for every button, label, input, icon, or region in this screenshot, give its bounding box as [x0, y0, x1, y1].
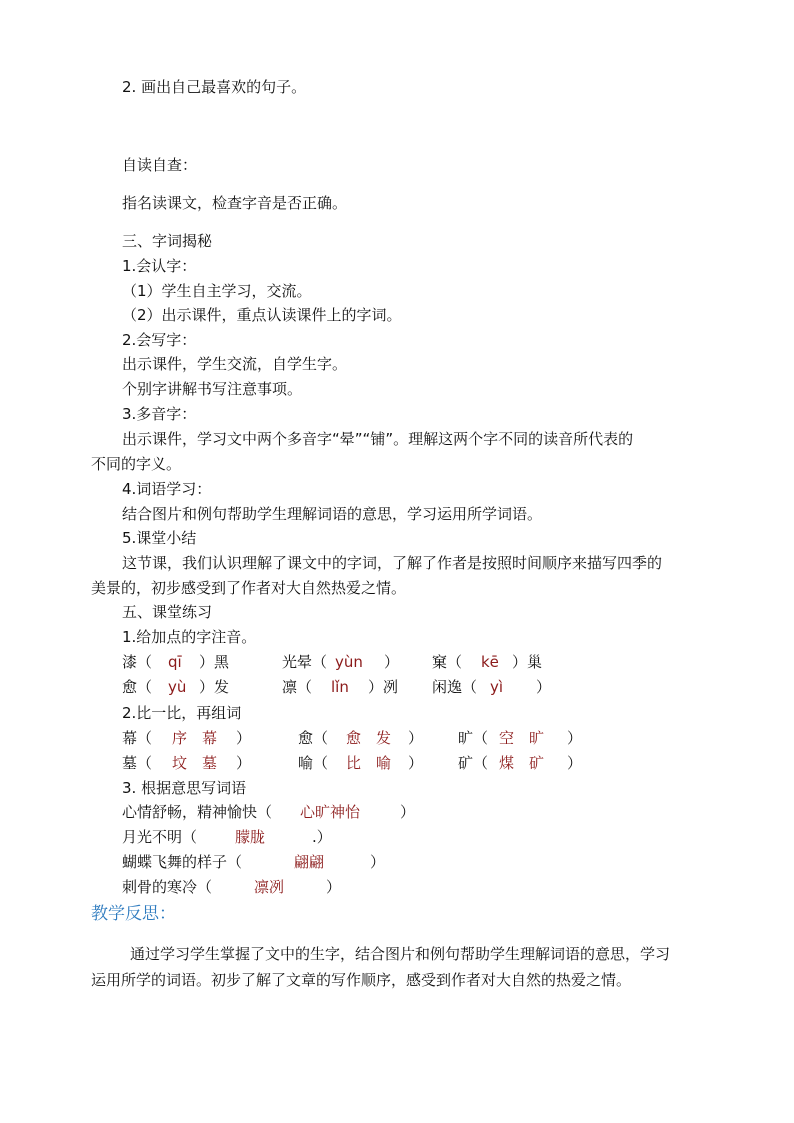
subsection-5-line-a: 这节课，我们认识理解了课文中的字词，了解了作者是按照时间顺序来描写四季的: [122, 554, 663, 572]
meaning-prompt: 刺骨的寒冷（: [122, 878, 213, 896]
meaning-suffix: ）: [370, 853, 386, 871]
pinyin-item-prefix: 光晕（: [282, 653, 328, 671]
meaning-suffix: ）: [326, 878, 342, 896]
pinyin-answer: yùn: [335, 653, 363, 671]
meaning-prompt: 心情舒畅，精神愉快（: [122, 803, 273, 821]
compare-item-prefix: 幕（: [122, 729, 153, 747]
subsection-4-body: 结合图片和例句帮助学生理解词语的意思，学习运用所学词语。: [122, 505, 543, 523]
compare-answer: 煤 矿: [499, 754, 545, 772]
compare-item-prefix: 旷（: [458, 729, 489, 747]
subsection-2-item-a: 出示课件，学生交流，自学生字。: [122, 355, 348, 373]
compare-item-suffix: ）: [236, 729, 252, 747]
subsection-1-item-b: （2）出示课件，重点认读课件上的字词。: [122, 306, 402, 324]
pinyin-item-suffix: ）发: [199, 678, 230, 696]
self-check-title: 自读自查：: [122, 156, 198, 174]
compare-answer: 愈 发: [346, 729, 392, 747]
pinyin-item-prefix: 窠（: [432, 653, 463, 671]
compare-item-suffix: ）: [408, 729, 424, 747]
compare-item-prefix: 矿（: [458, 754, 489, 772]
self-check-body: 指名读课文，检查字音是否正确。: [122, 194, 348, 212]
pinyin-answer: yì: [490, 678, 504, 696]
practice-1-title: 1.给加点的字注音。: [122, 628, 257, 646]
pinyin-answer: qī: [168, 653, 182, 671]
section-5-title: 五、课堂练习: [122, 603, 213, 621]
word-answer: 心旷神怡: [300, 803, 361, 821]
meaning-suffix: ）: [400, 803, 416, 821]
reflection-title: 教学反思：: [91, 904, 176, 924]
word-answer: 凛冽: [254, 878, 285, 896]
compare-answer: 空 旷: [499, 729, 545, 747]
practice-3-title: 3. 根据意思写词语: [122, 779, 247, 797]
compare-item-prefix: 愈（: [298, 729, 329, 747]
subsection-2-title: 2.会写字：: [122, 331, 197, 349]
compare-item-prefix: 墓（: [122, 754, 153, 772]
compare-item-prefix: 喻（: [298, 754, 329, 772]
subsection-3-line-a: 出示课件，学习文中两个多音字“晕”“铺”。理解这两个字不同的读音所代表的: [122, 430, 634, 448]
compare-answer: 序 幕: [172, 729, 218, 747]
word-answer: 翩翩: [294, 853, 325, 871]
pinyin-item-suffix: ）: [384, 653, 400, 671]
reflection-line-b: 运用所学的词语。初步了解了文章的写作顺序，感受到作者对大自然的热爱之情。: [91, 971, 632, 989]
subsection-1-title: 1.会认字：: [122, 257, 197, 275]
practice-2-title: 2.比一比，再组词: [122, 704, 242, 722]
compare-item-suffix: ）: [567, 754, 583, 772]
reflection-line-a: 通过学习学生掌握了文中的生字，结合图片和例句帮助学生理解词语的意思，学习: [130, 945, 671, 963]
compare-answer: 比 喻: [346, 754, 392, 772]
pinyin-answer: yù: [168, 678, 187, 696]
meaning-prompt: 蝴蝶飞舞的样子（: [122, 853, 243, 871]
subsection-1-item-a: （1）学生自主学习，交流。: [122, 282, 312, 300]
task-draw-sentence: 2. 画出自己最喜欢的句子。: [122, 78, 307, 96]
word-answer: 朦胧: [235, 828, 266, 846]
subsection-3-line-b: 不同的字义。: [91, 455, 182, 473]
compare-item-suffix: ）: [236, 754, 252, 772]
pinyin-item-prefix: 漆（: [122, 653, 153, 671]
pinyin-item-suffix: ）黑: [199, 653, 230, 671]
pinyin-answer: kē: [481, 653, 499, 671]
meaning-prompt: 月光不明（: [122, 828, 198, 846]
compare-answer: 坟 墓: [172, 754, 218, 772]
subsection-5-line-b: 美景的，初步感受到了作者对大自然热爱之情。: [91, 579, 407, 597]
pinyin-item-suffix: ）冽: [368, 678, 399, 696]
compare-item-suffix: ）: [408, 754, 424, 772]
subsection-5-title: 5.课堂小结: [122, 529, 197, 547]
subsection-2-item-b: 个别字讲解书写注意事项。: [122, 380, 303, 398]
pinyin-item-prefix: 愈（: [122, 678, 153, 696]
pinyin-item-suffix: ）巢: [512, 653, 543, 671]
meaning-suffix: .）: [312, 828, 332, 846]
section-3-title: 三、字词揭秘: [122, 232, 213, 250]
pinyin-item-prefix: 闲逸（: [432, 678, 478, 696]
compare-item-suffix: ）: [567, 729, 583, 747]
pinyin-item-suffix: ）: [536, 678, 552, 696]
subsection-3-title: 3.多音字：: [122, 405, 197, 423]
pinyin-answer: lǐn: [331, 678, 349, 696]
pinyin-item-prefix: 凛（: [282, 678, 313, 696]
subsection-4-title: 4.词语学习：: [122, 480, 212, 498]
